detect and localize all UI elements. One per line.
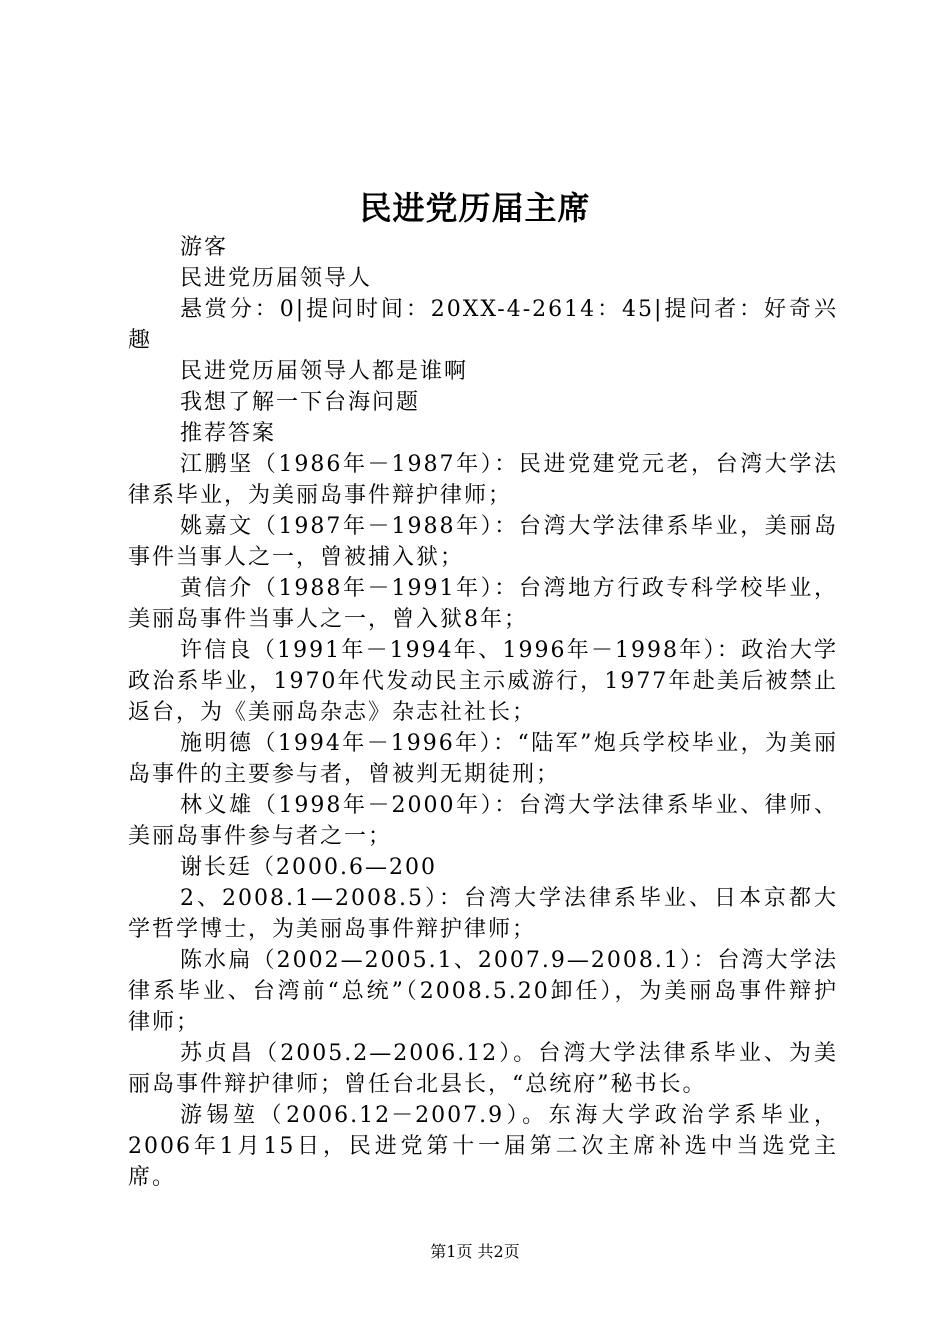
paragraph-chairman-7a: 谢长廷（2000.6—200 [180,855,437,880]
paragraph-question-detail: 我想了解一下台海问题 [180,390,421,415]
paragraph-chairman-7b: 2、2008.1—2008.5）：台湾大学法律系毕业、日本京都大学哲学博士，为美丽岛事件辩护律师； [128,886,838,942]
document-body [128,232,838,1193]
paragraph-chairman-2: 姚嘉文（1987年－1988年）：台湾大学法律系毕业，美丽岛事件当事人之一，曾被捕入狱； [128,514,838,570]
paragraph-chairman-6: 林义雄（1998年－2000年）：台湾大学法律系毕业、律师、美丽岛事件参与者之一； [128,793,838,849]
paragraph-chairman-3: 黄信介（1988年－1991年）：台湾地方行政专科学校毕业，美丽岛事件当事人之一，曾入狱8年； [128,576,838,632]
page-title: 民进党历届主席 [359,189,591,227]
paragraph-chairman-9: 苏贞昌（2005.2—2006.12）。台湾大学法律系毕业、为美丽岛事件辩护律师；曾任台北县长，“总统府”秘书长。 [128,1041,838,1097]
paragraph-chairman-8: 陈水扁（2002—2005.1、2007.9—2008.1）：台湾大学法律系毕业、台湾前“总统”（2008.5.20卸任），为美丽岛事件辩护律师； [128,948,838,1035]
paragraph-chairman-5: 施明德（1994年－1996年）：“陆军”炮兵学校毕业，为美丽岛事件的主要参与者，曾被判无期徒刑； [128,731,838,787]
page-footer: 第1页 共2页 [430,1242,520,1261]
paragraph-chairman-4: 许信良（1991年－1994年、1996年－1998年）：政治大学政治系毕业，1970年代发动民主示威游行，1977年赴美后被禁止返台，为《美丽岛杂志》杂志社社长； [128,638,838,725]
paragraph-question: 民进党历届领导人都是谁啊 [180,359,469,384]
paragraph-chairman-10: 游锡堃（2006.12－2007.9）。东海大学政治学系毕业，2006年1月15日，民进党第十一届第二次主席补选中当选党主席。 [128,1103,838,1190]
paragraph-chairman-1: 江鹏坚（1986年－1987年）：民进党建党元老，台湾大学法律系毕业，为美丽岛事件辩护律师； [128,452,838,508]
paragraph-answer-heading: 推荐答案 [180,421,277,446]
paragraph-visitor: 游客 [180,235,229,260]
paragraph-question-meta: 悬赏分：0|提问时间：20XX-4-2614：45|提问者：好奇兴趣 [128,297,838,353]
paragraph-question-title: 民进党历届领导人 [180,266,373,291]
